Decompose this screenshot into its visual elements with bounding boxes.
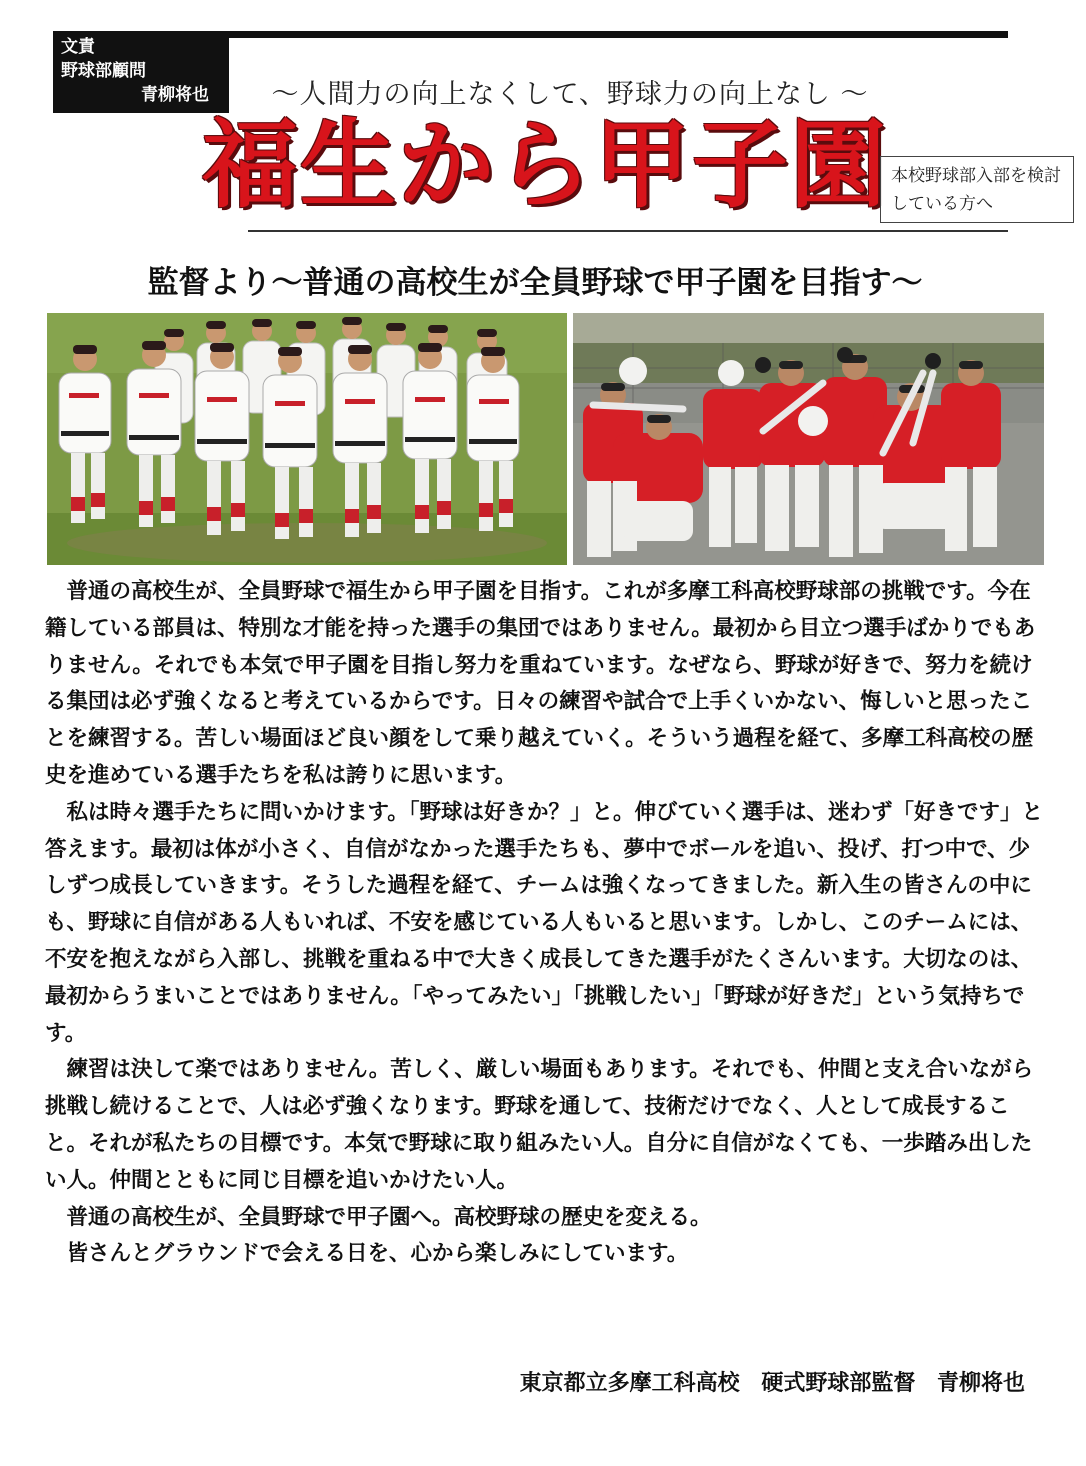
article-paragraph: 皆さんとグラウンドで会える日を、心から楽しみにしています。 (66, 1241, 689, 1267)
headline: 監督より～普通の高校生が全員野球で甲子園を目指す～ (147, 265, 923, 301)
main-title: 福生から甲子園 (202, 109, 888, 221)
author-name: 青柳将也 (141, 85, 209, 105)
author-label: 文責 (61, 37, 95, 57)
title-rule (248, 230, 1008, 232)
author-box (53, 31, 229, 113)
article-paragraph: 練習は決して楽ではありません。苦しく、厳しい場面もあります。それでも、仲間と支え合いながら挑戦し続けることで、人は必ず強くなります。野球を通して、技術だけでなく、人として成長すること。それが私たちの目標です。本気で野球に取り組みたい人。自分に自信がなくても、一歩踏み出したい人。仲間とともに同じ目標を追いかけたい人。 (45, 1057, 1034, 1193)
author-role: 野球部顧問 (61, 61, 146, 81)
side-note: 本校野球部入部を検討している方へ (880, 156, 1074, 223)
article-paragraph: 普通の高校生が、全員野球で福生から甲子園を目指す。これが多摩工科高校野球部の挑戦です。今在籍している部員は、特別な才能を持った選手の集団ではありません。最初から目立つ選手ばかりでもありません。それでも本気で甲子園を目指し努力を重ねています。なぜなら、野球が好きで、努力を続ける集団は必ず強くなると考えているからです。日々の練習や試合で上手くいかない、悔しいと思ったことを練習する。苦しい場面ほど良い顔をして乗り越えていく。そういう過程を経て、多摩工科高校の歴史を進めている選手たちを私は誇りに思います。 (45, 579, 1036, 788)
article-paragraph: 私は時々選手たちに問いかけます。「野球は好きか？」と。伸びていく選手は、迷わず「好きです」と答えます。最初は体が小さく、自信がなかった選手たちも、夢中でボールを追い、投げ、打つ中で、少しずつ成長していきます。そうした過程を経て、チームは強くなってきました。新入生の皆さんの中にも、野球に自信がある人もいれば、不安を感じている人もいると思います。しかし、このチームには、不安を抱えながら入部し、挑戦を重ねる中で大きく成長してきた選手がたくさんいます。大切なのは、最初からうまいことではありません。「やってみたい」「挑戦したい」「野球が好きだ」という気持ちです。 (45, 799, 1044, 1046)
article-paragraph: 普通の高校生が、全員野球で甲子園へ。高校野球の歴史を変える。 (66, 1204, 712, 1230)
team-celebration-photo (573, 313, 1044, 565)
team-running-photo (47, 313, 567, 565)
signature: 東京都立多摩工科高校 硬式野球部監督 青柳将也 (519, 1371, 1025, 1396)
article-body (45, 574, 1045, 1273)
tagline: ～人間力の向上なくして、野球力の向上なし ～ (271, 79, 869, 110)
